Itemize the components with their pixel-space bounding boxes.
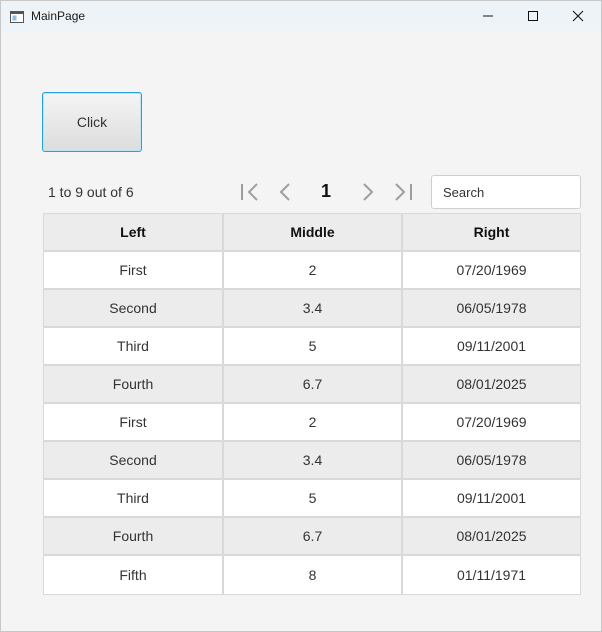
table-cell-middle: 8 [224,556,403,594]
last-page-button[interactable] [391,181,415,203]
previous-page-icon [274,181,296,203]
table-cell-middle: 5 [224,480,403,518]
table-cell-right: 08/01/2025 [403,366,580,404]
table-row[interactable] [44,404,580,442]
column-header-left[interactable]: Left [44,214,224,252]
table-row[interactable] [44,518,580,556]
minimize-button[interactable] [465,1,511,31]
close-icon [572,10,584,22]
table-row[interactable] [44,556,580,594]
table-row[interactable] [44,290,580,328]
column-header-right[interactable]: Right [403,214,580,252]
table-cell-left: Fourth [44,366,224,404]
table-row[interactable] [44,480,580,518]
close-button[interactable] [555,1,601,31]
table-cell-left: First [44,404,224,442]
table-row[interactable] [44,328,580,366]
table-cell-middle: 6.7 [224,366,403,404]
table-cell-right: 07/20/1969 [403,252,580,290]
table-cell-right: 08/01/2025 [403,518,580,556]
table-cell-left: First [44,252,224,290]
table-row[interactable] [44,252,580,290]
minimize-icon [482,10,494,22]
table-cell-left: Third [44,480,224,518]
first-page-icon [239,181,261,203]
table-cell-left: Second [44,442,224,480]
table-cell-right: 06/05/1978 [403,442,580,480]
table-cell-middle: 3.4 [224,290,403,328]
table-cell-right: 07/20/1969 [403,404,580,442]
first-page-button[interactable] [238,181,262,203]
previous-page-button[interactable] [273,181,297,203]
pager-range-label: 1 to 9 out of 6 [48,184,134,200]
table-cell-right: 01/11/1971 [403,556,580,594]
app-window-icon [10,10,24,22]
table-cell-left: Second [44,290,224,328]
table-cell-middle: 6.7 [224,518,403,556]
title-bar[interactable] [1,1,601,31]
maximize-button[interactable] [510,1,556,31]
table-cell-left: Fourth [44,518,224,556]
next-page-icon [357,181,379,203]
click-button[interactable]: Click [42,92,142,152]
table-cell-middle: 5 [224,328,403,366]
maximize-icon [527,10,539,22]
table-cell-middle: 2 [224,252,403,290]
table-row[interactable] [44,442,580,480]
data-table [43,213,581,595]
column-header-middle[interactable]: Middle [224,214,403,252]
table-row[interactable] [44,366,580,404]
table-cell-left: Fifth [44,556,224,594]
table-cell-middle: 3.4 [224,442,403,480]
table-cell-right: 06/05/1978 [403,290,580,328]
table-cell-right: 09/11/2001 [403,328,580,366]
table-cell-left: Third [44,328,224,366]
next-page-button[interactable] [356,181,380,203]
table-cell-middle: 2 [224,404,403,442]
table-header-row [44,214,580,252]
last-page-icon [392,181,414,203]
window-title: MainPage [31,9,86,23]
table-cell-right: 09/11/2001 [403,480,580,518]
current-page-number: 1 [320,181,331,201]
search-input[interactable] [431,175,581,209]
